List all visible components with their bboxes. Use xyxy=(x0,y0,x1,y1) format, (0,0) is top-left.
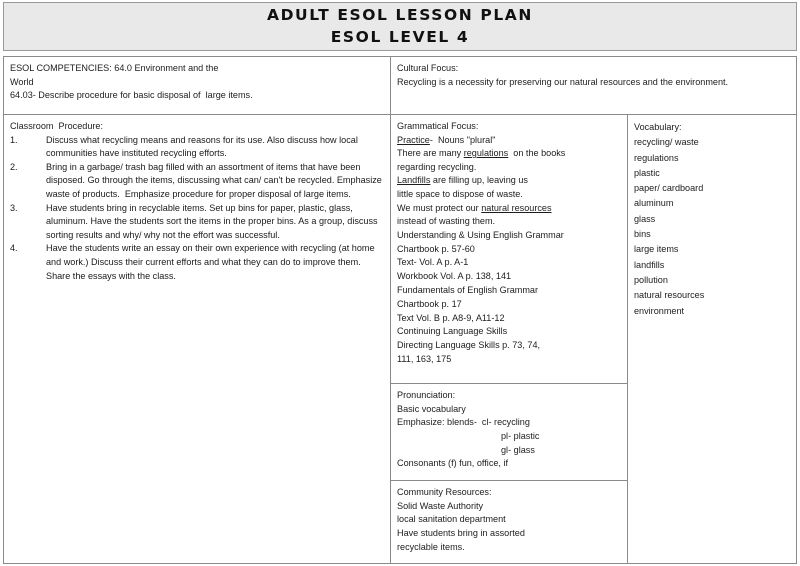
grammar-reference-list xyxy=(397,229,621,367)
classroom-procedure-cell xyxy=(3,114,391,564)
grammar-sentence-3-cont: instead of wasting them. xyxy=(397,216,496,227)
list-item: Understanding & Using English Grammar xyxy=(397,229,564,240)
community-resources-heading: Community Resources: xyxy=(397,487,492,497)
grammatical-focus-heading: Grammatical Focus: xyxy=(397,121,479,131)
pronunciation-cell xyxy=(390,383,628,481)
list-item: recyclable items. xyxy=(397,541,465,552)
procedure-item-text: Have students bring in recyclable items. Set up bins for paper, plastic, glass, aluminum. Have the students sort the items in the proper bins. As a group, discuss sorting results and why/ why not the effort was successful. xyxy=(46,202,381,240)
grammar-s3-pre: We must protect our xyxy=(397,202,482,213)
list-item: paper/ cardboard xyxy=(634,183,704,194)
vocabulary-cell xyxy=(627,114,797,564)
grammar-s3-underlined: natural resources xyxy=(481,202,552,213)
list-item: environment xyxy=(634,305,685,316)
list-item: recycling/ waste xyxy=(634,137,699,148)
list-item: Chartbook p. 57-60 xyxy=(397,243,475,254)
grammar-practice-line xyxy=(397,134,621,148)
cultural-focus-body: Recycling is a necessity for preserving our natural resources and the environment. xyxy=(397,76,729,87)
list-item: Chartbook p. 17 xyxy=(397,298,462,309)
cultural-focus-cell xyxy=(390,56,797,115)
vocabulary-list xyxy=(634,135,790,319)
document-title-line-2: ESOL LEVEL 4 xyxy=(330,27,470,46)
list-item xyxy=(10,202,384,243)
list-item: plastic xyxy=(634,167,660,178)
list-item: glass xyxy=(634,213,656,224)
list-item: Continuing Language Skills xyxy=(397,326,508,337)
list-item: Text- Vol. A p. A-1 xyxy=(397,257,469,268)
esol-competencies-line-1: ESOL COMPETENCIES: 64.0 Environment and the xyxy=(10,63,219,73)
esol-competencies-cell xyxy=(3,56,391,115)
procedure-item-number: 1. xyxy=(10,134,18,145)
grammar-s1-post: on the books xyxy=(508,148,566,159)
document-title-line-1: ADULT ESOL LESSON PLAN xyxy=(267,6,533,25)
grammar-sentence-1-cont: regarding recycling. xyxy=(397,161,477,172)
classroom-procedure-heading: Classroom Procedure: xyxy=(10,121,103,131)
grammar-s2-post: are filling up, leaving us xyxy=(430,175,528,186)
grammar-sentence-3 xyxy=(397,202,621,216)
list-item: aluminum xyxy=(634,198,674,209)
list-item: Have students bring in assorted xyxy=(397,528,525,539)
esol-competencies-line-3: 64.03- Describe procedure for basic disposal of large items. xyxy=(10,90,253,101)
cultural-focus-heading: Cultural Focus: xyxy=(397,63,459,73)
vocabulary-heading: Vocabulary: xyxy=(634,122,682,132)
list-item: natural resources xyxy=(634,290,705,301)
grammar-s2-underlined: Landfills xyxy=(397,175,431,186)
procedure-item-number: 4. xyxy=(10,243,18,254)
esol-competencies-line-2: World xyxy=(10,76,34,87)
pronunciation-line-1: Basic vocabulary xyxy=(397,403,466,414)
classroom-procedure-list xyxy=(10,134,384,284)
list-item: pollution xyxy=(634,274,668,285)
list-item: bins xyxy=(634,229,651,240)
list-item xyxy=(10,242,384,283)
pronunciation-heading: Pronunciation: xyxy=(397,390,456,400)
procedure-item-number: 2. xyxy=(10,161,18,172)
list-item xyxy=(10,134,384,161)
list-item: local sanitation department xyxy=(397,514,506,525)
list-item: large items xyxy=(634,244,679,255)
list-item: Text Vol. B p. A8-9, A11-12 xyxy=(397,312,505,323)
grammar-practice-rest: - Nouns "plural" xyxy=(429,134,496,145)
list-item: Workbook Vol. A p. 138, 141 xyxy=(397,271,512,282)
pronunciation-line-2: Emphasize: blends- cl- recycling xyxy=(397,417,530,428)
procedure-item-number: 3. xyxy=(10,202,18,213)
pronunciation-line-5: Consonants (f) fun, office, if xyxy=(397,458,509,469)
grammatical-focus-cell xyxy=(390,114,628,384)
procedure-item-text: Discuss what recycling means and reasons for its use. Also discuss how local communities have instituted recycling efforts. xyxy=(46,134,361,159)
list-item: regulations xyxy=(634,152,679,163)
grammar-sentence-2 xyxy=(397,174,621,188)
pronunciation-line-4: gl- glass xyxy=(501,444,535,455)
grammar-sentence-1 xyxy=(397,147,621,161)
list-item: Directing Language Skills p. 73, 74, xyxy=(397,340,541,351)
procedure-item-text: Bring in a garbage/ trash bag filled with an assortment of items that have been disposed. Go through the items, discussing what can/ can't be recycled. Emphasize waste of products. Emphasize procedure for proper disposal of large items. xyxy=(46,161,385,199)
list-item xyxy=(10,161,384,202)
document-title-banner xyxy=(3,2,797,51)
grammar-sentence-2-cont: little space to dispose of waste. xyxy=(397,188,523,199)
community-resources-list xyxy=(397,500,621,555)
procedure-item-text: Have the students write an essay on their own experience with recycling (at home and work.) Discuss their current efforts and what they can do to improve them. Share the essays with the class. xyxy=(46,243,378,281)
list-item: 111, 163, 175 xyxy=(397,353,452,364)
list-item: Fundamentals of English Grammar xyxy=(397,284,539,295)
grammar-s1-pre: There are many xyxy=(397,148,464,159)
grammar-practice-label: Practice xyxy=(397,134,430,145)
list-item: landfills xyxy=(634,259,665,270)
grammar-s1-underlined: regulations xyxy=(463,148,509,159)
pronunciation-line-3: pl- plastic xyxy=(501,430,540,441)
community-resources-cell xyxy=(390,480,628,564)
list-item: Solid Waste Authority xyxy=(397,500,484,511)
